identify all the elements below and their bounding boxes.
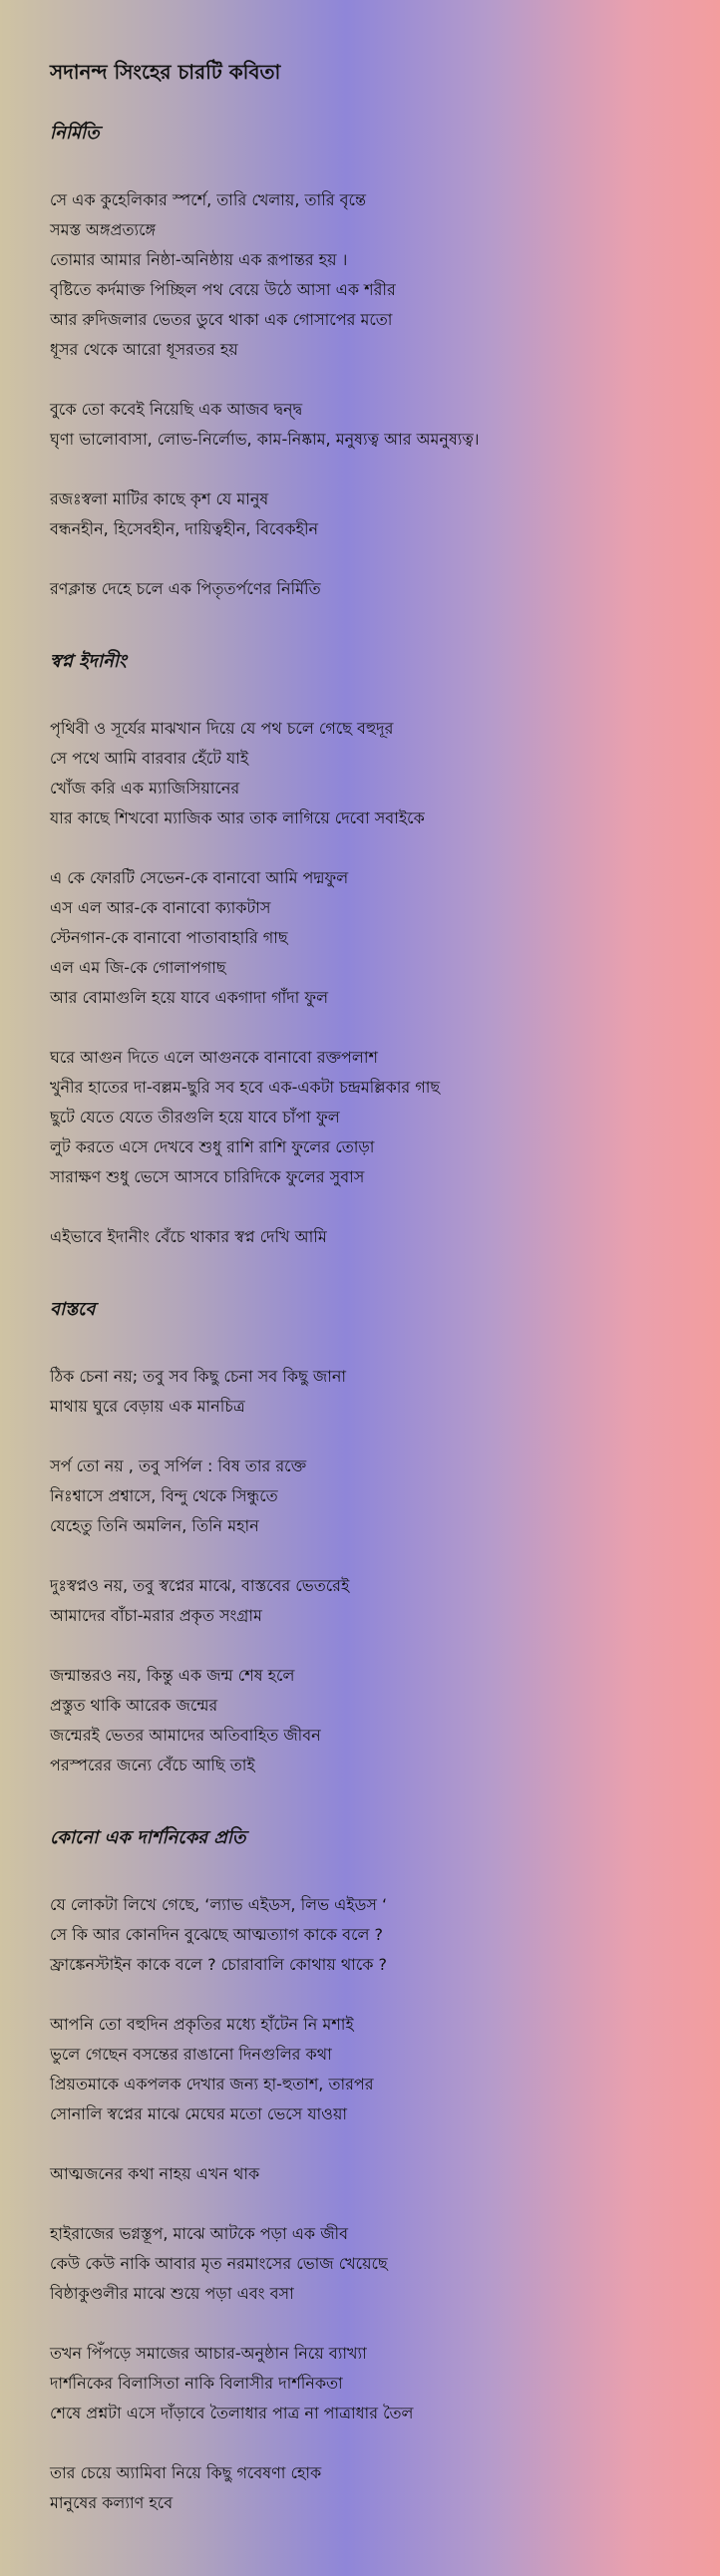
poem-line: যেহেতু তিনি অমলিন, তিনি মহান: [50, 1516, 259, 1535]
poem-line: মাথায় ঘুরে বেড়ায় এক মানচিত্র: [50, 1397, 245, 1416]
poem: [50, 648, 720, 1252]
poem: [50, 1296, 720, 1780]
poem-line: কেউ কেউ নাকি আবার মৃত নরমাংসের ভোজ খেয়েছে: [50, 2254, 388, 2273]
poem-line: সে কি আর কোনদিন বুঝেছে আত্মত্যাগ কাকে বলে ?: [50, 1925, 384, 1944]
stanza: [50, 2159, 720, 2189]
poem-line: রণক্লান্ত দেহে চলে এক পিতৃতর্পণের নির্মিতি: [50, 579, 321, 598]
poem-line: জন্মেরই ভেতর আমাদের অতিবাহিত জীবন: [50, 1726, 321, 1745]
poem-line: দুঃস্বপ্নও নয়, তবু স্বপ্নের মাঝে, বাস্তবের ভেতরেই: [50, 1576, 350, 1595]
poem-line: নিঃশ্বাসে প্রশ্বাসে, বিন্দু থেকে সিন্ধুতে: [50, 1486, 278, 1505]
stanza: [50, 2339, 720, 2428]
stanza: [50, 2010, 720, 2129]
stanza: [50, 1451, 720, 1541]
poem-line: এইভাবে ইদানীং বেঁচে থাকার স্বপ্ন দেখি আমি: [50, 1227, 327, 1246]
poem-line: প্রস্তুত থাকি আরেক জন্মের: [50, 1696, 218, 1715]
poem-line: রজঃস্বলা মাটির কাছে কৃশ যে মানুষ: [50, 489, 269, 508]
poem-line: তোমার আমার নিষ্ঠা-অনিষ্ঠায় এক রূপান্তর হয় ।: [50, 250, 348, 269]
poem-line: যে লোকটা লিখে গেছে, ‘ল্যাভ এইডস, লিভ এইডস ‘: [50, 1895, 388, 1914]
poem-line: সোনালি স্বপ্নের মাঝে মেঘের মতো ভেসে যাওয়া: [50, 2104, 348, 2123]
poem-line: আর রুদিজলার ভেতর ডুবে থাকা এক গোসাপের মতো: [50, 310, 393, 329]
stanza: [50, 574, 720, 604]
poem: [50, 120, 720, 604]
poem-line: সে এক কুহেলিকার স্পর্শে, তারি খেলায়, তারি বৃন্তে: [50, 190, 367, 209]
poem-title: বাস্তবে: [50, 1299, 96, 1320]
stanza: [50, 1362, 720, 1422]
poem-line: বন্ধনহীন, হিসেবহীন, দায়িত্বহীন, বিবেকহীন: [50, 519, 319, 538]
stanza: [50, 2458, 720, 2518]
stanza: [50, 714, 720, 833]
poem-title: নির্মিতি: [50, 123, 100, 144]
poem-line: ঘরে আগুন দিতে এলে আগুনকে বানাবো রক্তপলাশ: [50, 1048, 378, 1067]
poem-line: আমাদের বাঁচা-মরার প্রকৃত সংগ্রাম: [50, 1606, 262, 1625]
poem-line: বিষ্ঠাকুণ্ডলীর মাঝে শুয়ে পড়া এবং বসা: [50, 2284, 294, 2303]
poem-line: মানুষের কল্যাণ হবে: [50, 2493, 174, 2512]
poem-line: দার্শনিকের বিলাসিতা নাকি বিলাসীর দার্শনিকতা: [50, 2374, 343, 2393]
poem-line: লুট করতে এসে দেখবে শুধু রাশি রাশি ফুলের তোড়া: [50, 1137, 375, 1156]
stanza: [50, 1222, 720, 1252]
poem-line: জন্মান্তরও নয়, কিন্তু এক জন্ম শেষ হলে: [50, 1666, 295, 1685]
poem-line: আত্মজনের কথা নাহয় এখন থাক: [50, 2164, 260, 2183]
poem-line: আর বোমাগুলি হয়ে যাবে একগাদা গাঁদা ফুল: [50, 988, 329, 1007]
stanza: [50, 863, 720, 1013]
poem-line: সর্প তো নয় , তবু সর্পিল : বিষ তার রক্তে: [50, 1456, 307, 1475]
poem-line: ফ্রাঙ্কেনস্টাইন কাকে বলে ? চোরাবালি কোথায় থাকে ?: [50, 1955, 388, 1974]
poem-line: খোঁজ করি এক ম্যাজিসিয়ানের: [50, 779, 240, 798]
poem-line: সে পথে আমি বারবার হেঁটে যাই: [50, 749, 249, 768]
poem-line: এস এল আর-কে বানাবো ক্যাকটাস: [50, 898, 271, 917]
poem-line: খুনীর হাতের দা-বল্লম-ছুরি সব হবে এক-একটা চন্দ্রমল্লিকার গাছ: [50, 1078, 441, 1097]
poem-line: বৃষ্টিতে কর্দমাক্ত পিচ্ছিল পথ বেয়ে উঠে আসা এক শরীর: [50, 280, 396, 299]
poem-line: বুকে তো কবেই নিয়েছি এক আজব দ্বন্দ্ব: [50, 400, 303, 419]
stanza: [50, 395, 720, 455]
document-title: সদানন্দ সিংহের চারটি কবিতা: [50, 60, 281, 84]
poem-line: সমস্ত অঙ্গপ্রত্যঙ্গে: [50, 220, 157, 239]
poem-line: এল এম জি-কে গোলাপগাছ: [50, 958, 226, 977]
stanza: [50, 1043, 720, 1192]
stanza: [50, 1890, 720, 1980]
poem-line: শেষে প্রশ্নটা এসে দাঁড়াবে তৈলাধার পাত্র না পাত্রাধার তৈল: [50, 2404, 414, 2422]
stanza: [50, 2219, 720, 2309]
poem-line: সারাক্ষণ শুধু ভেসে আসবে চারিদিকে ফুলের সুবাস: [50, 1167, 365, 1186]
poem-line: তখন পিঁপড়ে সমাজের আচার-অনুষ্ঠান নিয়ে ব্যাখ্যা: [50, 2344, 367, 2363]
stanza: [50, 1661, 720, 1780]
poem-line: হাইরাজের ভগ্নস্তূপ, মাঝে আটকে পড়া এক জীব: [50, 2224, 349, 2243]
poem-line: ঠিক চেনা নয়; তবু সব কিছু চেনা সব কিছু জানা: [50, 1367, 347, 1386]
poem-line: যার কাছে শিখবো ম্যাজিক আর তাক লাগিয়ে দেবো সবাইকে: [50, 808, 425, 827]
stanza: [50, 1571, 720, 1631]
poem-title: কোনো এক দার্শনিকের প্রতি: [50, 1827, 246, 1848]
poem-line: আপনি তো বহুদিন প্রকৃতির মধ্যে হাঁটেন নি মশাই: [50, 2015, 354, 2034]
poem-line: প্রিয়তমাকে একপলক দেখার জন্য হা-হুতাশ, তারপর: [50, 2075, 374, 2093]
poem-line: তার চেয়ে অ্যামিবা নিয়ে কিছু গবেষণা হোক: [50, 2463, 322, 2482]
poem-line: ভুলে গেছেন বসন্তের রাঙানো দিনগুলির কথা: [50, 2045, 332, 2064]
poem-title: স্বপ্ন ইদানীং: [50, 651, 127, 672]
poem-line: এ কে ফোরটি সেভেন-কে বানাবো আমি পদ্মফুল: [50, 868, 349, 887]
poem-line: পরস্পরের জন্যে বেঁচে আছি তাই: [50, 1756, 255, 1774]
poem-line: ছুটে যেতে যেতে তীরগুলি হয়ে যাবে চাঁপা ফুল: [50, 1108, 340, 1127]
poem: [50, 1824, 720, 2518]
stanza: [50, 484, 720, 544]
poem-line: পৃথিবী ও সূর্যের মাঝখান দিয়ে যে পথ চলে গেছে বহুদূর: [50, 719, 394, 738]
poem-collection: [50, 120, 720, 2518]
poem-line: স্টেনগান-কে বানাবো পাতাবাহারি গাছ: [50, 928, 288, 947]
poem-line: ধূসর থেকে আরো ধূসরতর হয়: [50, 340, 238, 359]
poem-line: ঘৃণা ভালোবাসা, লোভ-নির্লোভ, কাম-নিষ্কাম, মনুষ্যত্ব আর অমনুষ্যত্ব।: [50, 430, 480, 449]
stanza: [50, 185, 720, 365]
